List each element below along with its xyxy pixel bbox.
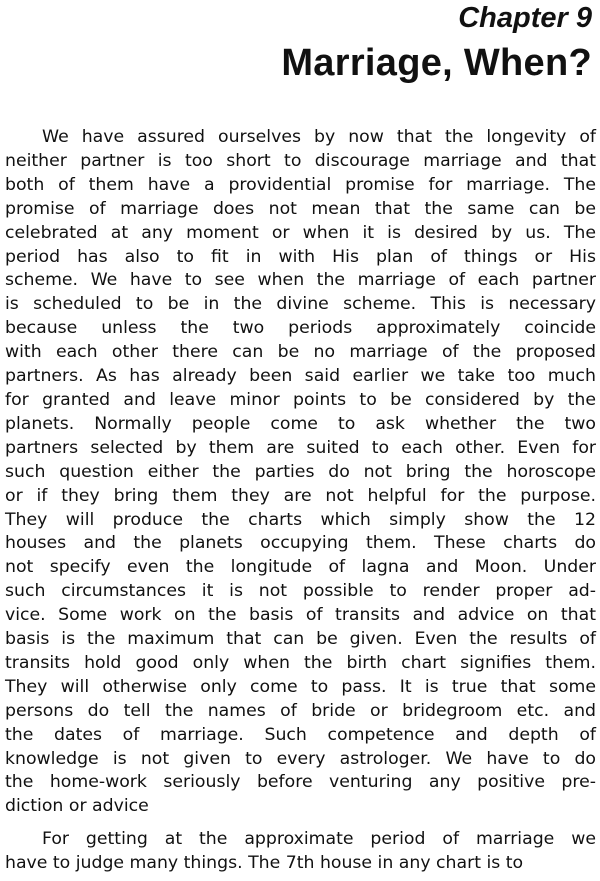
text-line: because unless the two periods approximately coincide (5, 318, 596, 339)
paragraph (5, 126, 596, 819)
paragraph-gap (5, 819, 596, 828)
text-line: both of them have a providential promise for marriage. The (5, 174, 596, 195)
chapter-label: Chapter 9 (458, 2, 592, 34)
text-line: is scheduled to be in the divine scheme. This is necessary (5, 294, 596, 315)
text-line: such circumstances it is not possible to render proper ad- (5, 581, 596, 602)
text-line: with each other there can be no marriage of the proposed (5, 342, 596, 363)
text-line: houses and the planets occupying them. These charts do (5, 533, 596, 554)
text-line: for granted and leave minor points to be considered by the (5, 389, 596, 410)
text-line: such question either the parties do not bring the horoscope (5, 461, 596, 482)
text-line: or if they bring them they are not helpful for the purpose. (5, 485, 596, 506)
text-line: basis is the maximum that can be given. Even the results of (5, 629, 596, 650)
text-line: They will otherwise only come to pass. It is true that some (5, 676, 596, 697)
text-line: promise of marriage does not mean that the same can be (5, 198, 596, 219)
text-line: They will produce the charts which simply show the 12 (5, 509, 596, 530)
text-line: the dates of marriage. Such competence and depth of (5, 724, 596, 745)
text-line: persons do tell the names of bride or bridegroom etc. and (5, 700, 596, 721)
text-line: scheme. We have to see when the marriage of each partner (5, 270, 596, 291)
body-text (5, 126, 596, 876)
chapter-title: Marriage, When? (281, 42, 592, 84)
text-line: transits hold good only when the birth chart signifies them. (5, 652, 596, 673)
text-line: period has also to fit in with His plan of things or His (5, 246, 596, 267)
text-line: partners. As has already been said earlier we take too much (5, 366, 596, 387)
paragraph (5, 828, 596, 876)
text-line: celebrated at any moment or when it is desired by us. The (5, 222, 596, 243)
text-line: planets. Normally people come to ask whether the two (5, 413, 596, 434)
text-line: knowledge is not given to every astrologer. We have to do (5, 748, 596, 769)
text-line: the home-work seriously before venturing any positive pre- (5, 772, 596, 793)
text-line: neither partner is too short to discourage marriage and that (5, 150, 596, 171)
text-line: vice. Some work on the basis of transits and advice on that (5, 605, 596, 626)
text-line: have to judge many things. The 7th house in any chart is to (5, 853, 524, 874)
text-line: We have assured ourselves by now that the longevity of (42, 127, 596, 147)
text-line: not specify even the longitude of lagna and Moon. Under (5, 557, 596, 578)
text-line: For getting at the approximate period of marriage we (42, 829, 596, 850)
text-line: partners selected by them are suited to each other. Even for (5, 437, 596, 458)
text-line: diction or advice (5, 796, 149, 817)
